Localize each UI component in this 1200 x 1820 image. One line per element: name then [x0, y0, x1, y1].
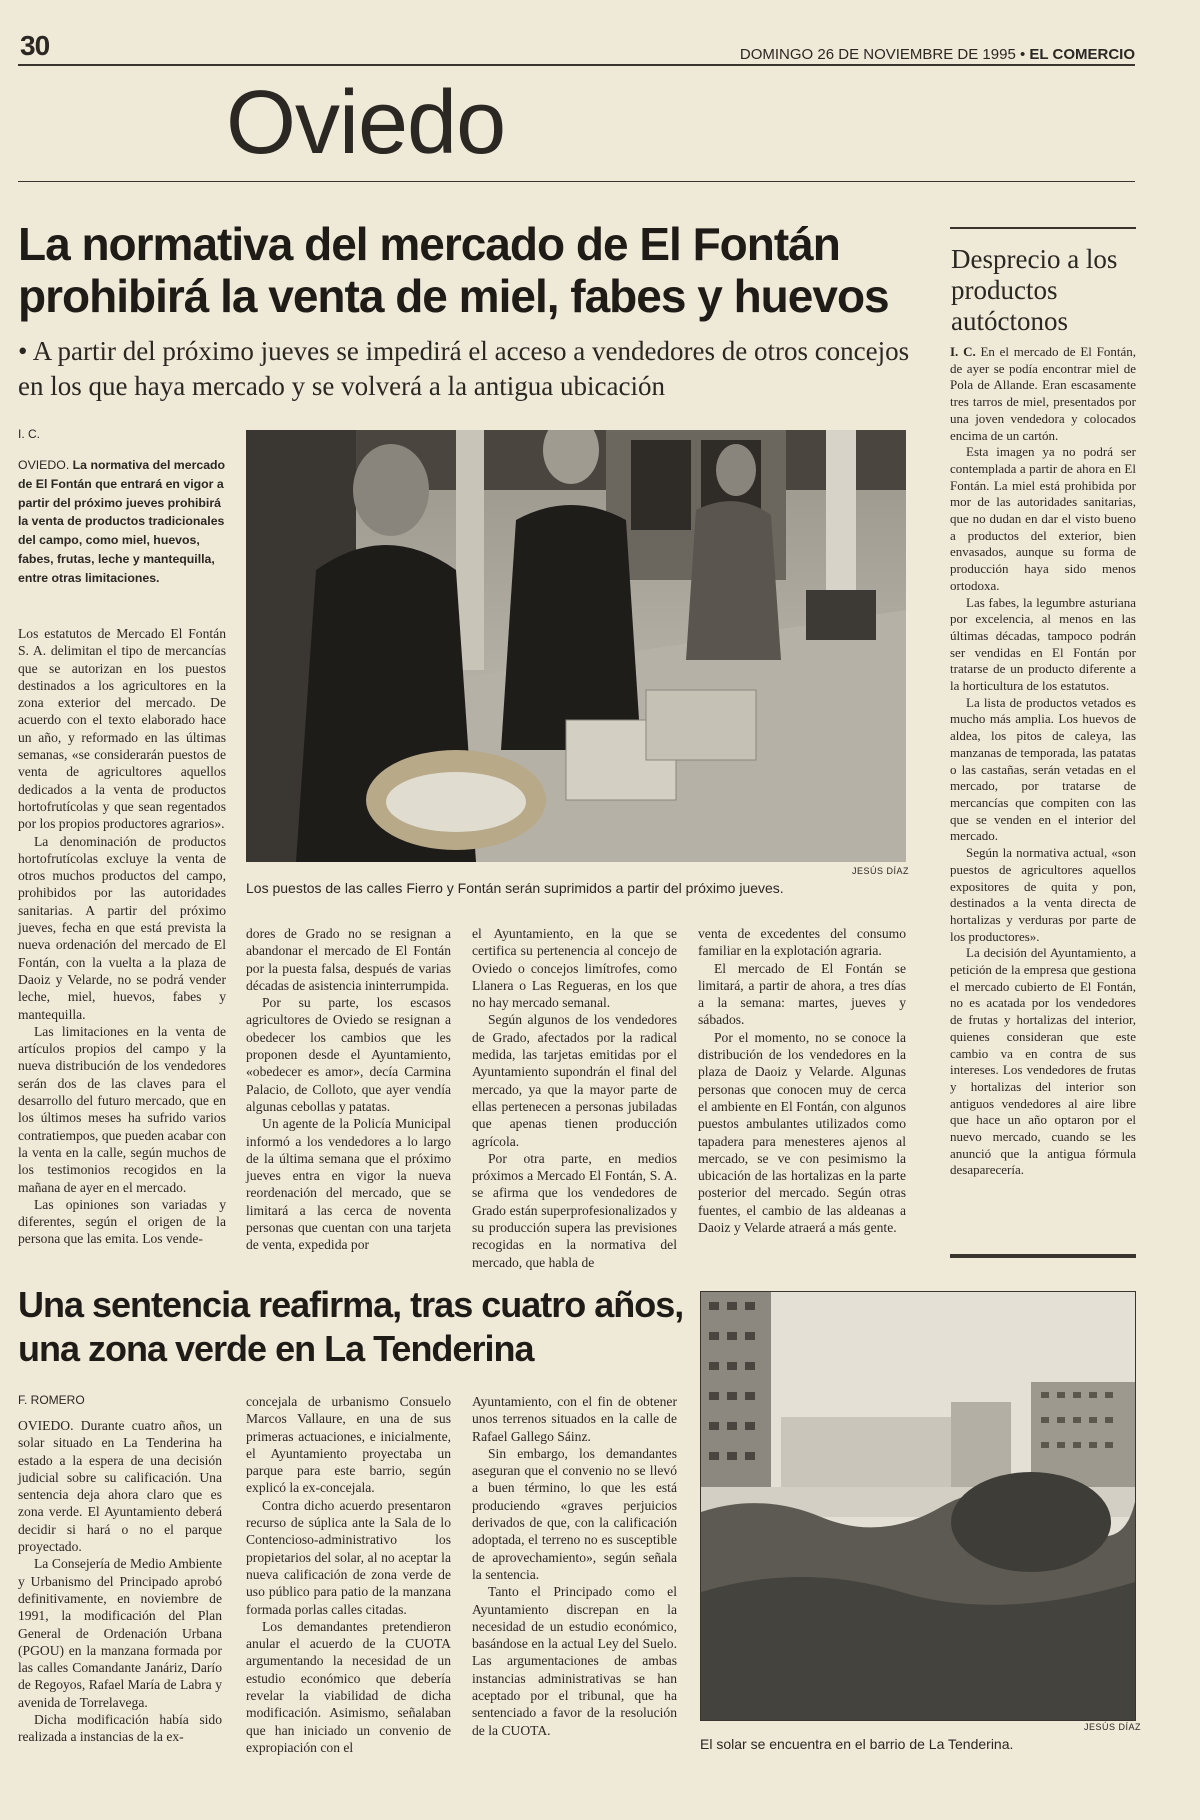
tenderina-photo-image: [701, 1292, 1135, 1720]
header-rule: [18, 64, 1135, 66]
paragraph: Por su parte, los escasos agricultores de Oviedo se resignan a obedecer los cambios que les proponen desde el Ayuntamiento, «obedecer es amor», decía Carmina Palacio, de Colloto, que ayer vendía algunas cebollas y patatas.: [246, 995, 451, 1114]
paragraph: venta de excedentes del consumo familiar en la explotación agraria.: [698, 926, 906, 959]
second-photo-caption: El solar se encuentra en el barrio de La Tenderina.: [700, 1736, 1014, 1752]
sidebar-top-rule: [950, 227, 1136, 229]
paragraph: OVIEDO. Durante cuatro años, un solar situado en La Tenderina ha estado a la espera de una decisión judicial sobre su calificación. Una sentencia deja ahora claro que es zona verde. El Ayuntamiento deberá decidir si hará o no el parque proyectado.: [18, 1418, 222, 1555]
paragraph: el Ayuntamiento, en la que se certifica su pertenencia al concejo de Oviedo o concejos limítrofes, como Llanera o Las Regueras, en los que no hay mercado semanal.: [472, 926, 677, 1011]
main-headline: La normativa del mercado de El Fontán prohibirá la venta de miel, fabes y huevos: [18, 218, 889, 322]
dateline: [740, 46, 1135, 63]
second-headline: Una sentencia reafirma, tras cuatro años, una zona verde en La Tenderina: [18, 1284, 684, 1369]
market-photo: [246, 430, 906, 862]
section-rule: [18, 181, 1135, 182]
issue-date: DOMINGO 26 DE NOVIEMBRE DE 1995: [739, 46, 1016, 63]
paragraph: Los demandantes pretendieron anular el acuerdo de la CUOTA argumentando la necesidad de un estudio económico que debería revelar la viabilidad de dicha modificación. Asimismo, señalaban que han iniciado un convenio de expropiación con el: [246, 1618, 451, 1755]
second-photo-credit: JESÚS DÍAZ: [1084, 1722, 1142, 1732]
market-photo-image: [246, 430, 906, 862]
story1-column-2: [246, 925, 451, 1254]
paragraph: Según la normativa actual, «son puestos de agricultores aquellos expositores de quita y pon, destinados a la venta directa de hortalizas y verduras por parte de los productores».: [950, 845, 1136, 944]
section-title: Oviedo: [226, 73, 506, 173]
story2-column-1: [18, 1417, 222, 1746]
paragraph: Contra dicho acuerdo presentaron recurso de súplica ante la Sala de lo Contencioso-administrativo los propietarios del solar, al no aceptar la nueva calificación de zona verde de uso público para patio de la manzana formada porlas calles citadas.: [246, 1497, 451, 1617]
paragraph: Las limitaciones en la venta de artículos propios del campo y la nueva distribución de los vendedores serán dos de las claves para el desarrollo del futuro mercado, que en los últimos meses ha sufrido varios contratiempos, que pueden acabar con la venta en la calle, según muchos de los testimonios recogidos en la mañana de ayer en el mercado.: [18, 1023, 226, 1195]
paragraph: La denominación de productos hortofrutícolas excluye la venta de otros muchos productos del campo, prohibidos por las autoridades sanitarias. A partir del próximo jueves, fecha en que está prevista la nueva ordenación del mercado de El Fontán, con la vuelta a la plaza de Daoiz y Velarde, no se podrá vender leche, miel, huevos, fabes y mantequilla.: [18, 833, 226, 1022]
story1-column-3: [472, 925, 677, 1271]
sidebar-body: [950, 344, 1136, 1179]
paragraph: Por el momento, no se conoce la distribución de los vendedores en la plaza de Daoiz y Velarde. Algunas personas que conocen muy de cerca el ambiente en El Fontán, con algunos puestos ambulantes utilizados como tapadera para menesteres ajenos al mercado, se ve con pesimismo la ubicación de las hortalizas en la parte posterior del mercado. Según otras fuentes, el cambio de las aldeanas a Daoiz y Velarde atraerá a más gente.: [698, 1029, 907, 1236]
paragraph: Dicha modificación había sido realizada a instancias de la ex-: [18, 1712, 222, 1745]
paragraph: La decisión del Ayuntamiento, a petición de la empresa que gestiona el mercado cubierto de El Fontán, no es acatada por los vendedores de frutas y hortalizas del interior, quienes consideran que este cambio va en contra de sus intereses. Los vendedores de frutas y hortalizas del interior son antiguos vendedores al aire libre que hace un año optaron por el nuevo mercado, cuando se les anunció que la antigua fórmula desaparecería.: [950, 945, 1136, 1178]
paragraph: Ayuntamiento, con el fin de obtener unos terrenos situados en la calle de Rafael Gallego Sáinz.: [472, 1394, 677, 1444]
paragraph: Las opiniones son variadas y diferentes, según el origen de la persona que las emita. Los vende-: [18, 1196, 226, 1247]
dateline-separator: •: [1019, 46, 1026, 63]
paragraph: La lista de productos vetados es mucho más amplia. Los huevos de aldea, los pitos de caleya, las manzanas de temporada, las patatas o las castañas, serán vetadas en el mercado, por tratarse de mercancías que compiten con las que se venden en el interior del mercado.: [950, 694, 1136, 844]
paragraph: Tanto el Principado como el Ayuntamiento discrepan en la necesidad de un estudio económico, basándose en la actual Ley del Suelo. Las argumentaciones de ambas instancias administrativas se han aceptado por el tribunal, que ha sentenciado a favor de la resolución de la CUOTA.: [472, 1584, 677, 1738]
paragraph: [950, 344, 1136, 444]
story2-column-3: [472, 1393, 677, 1739]
sidebar-bottom-rule: [950, 1254, 1136, 1258]
story1-column-1: [18, 625, 226, 1248]
paragraph: Un agente de la Policía Municipal informó a los vendedores a lo largo de la última semana que el próximo jueves entra en vigor la nueva reordenación del mercado, que se limitará a las cerca de noventa personas que cuentan con una tarjeta de venta, expedida por: [246, 1116, 451, 1253]
paragraph: Según algunos de los vendedores de Grado, afectados por la radical medida, las tarjetas emitidas por el Ayuntamiento supondrán el final del mercado, ya que la mayor parte de ellas pertenecen a personas jubiladas que apenas tienen producción agrícola.: [472, 1012, 677, 1149]
sidebar-lead-text: En el mercado de El Fontán, de ayer se podía encontrar miel de Pola de Allande. Eran escasamente tres tarros de miel, presentados por una joven vendedora y colocados encima de un cartón.: [950, 344, 1136, 443]
paragraph: El mercado de El Fontán se limitará, a partir de ahora, a tres días a la semana: martes, jueves y sábados.: [698, 960, 906, 1028]
page-number: 30: [20, 30, 50, 61]
sidebar-byline: I. C.: [950, 344, 976, 359]
paragraph: Sin embargo, los demandantes aseguran que el convenio no se llevó a buen término, lo que les está produciendo «graves perjuicios derivados de que, con la calificación adoptada, el terreno no es susceptible de aprovechamiento», según señala la sentencia.: [472, 1445, 677, 1582]
paragraph: Las fabes, la legumbre asturiana por excelencia, al menos en las últimas décadas, tampoco podrán ser vendidas en El Fontán por tratarse de un producto diferente a la horticultura de los estatutos.: [950, 594, 1136, 694]
photo-caption: Los puestos de las calles Fierro y Fontán serán suprimidos a partir del próximo jueves.: [246, 880, 784, 896]
main-subhead: • A partir del próximo jueves se impedirá el acceso a vendedores de otros concejos en los que haya mercado y se volverá a la antigua ubicación: [18, 336, 910, 401]
story1-column-4: [698, 925, 906, 1236]
paragraph: concejala de urbanismo Consuelo Marcos Vallaure, en una de sus primeras actuaciones, e inicialmente, el Ayuntamiento proyectaba un parque para este barrio, según explicó la ex-concejala.: [246, 1394, 451, 1496]
lead-city: OVIEDO.: [18, 458, 70, 472]
paragraph: La Consejería de Medio Ambiente y Urbanismo del Principado aprobó definitivamente, en noviembre de 1991, la modificación del Plan General de Ordenación Urbana (PGOU) en la manzana formada por las calles Comandante Janáriz, Darío de Regoyos, Rafael María de Labra y avenida de Torrelavega.: [18, 1556, 222, 1710]
newspaper-name: EL COMERCIO: [1029, 46, 1135, 63]
tenderina-photo: [700, 1291, 1136, 1721]
byline: I. C.: [18, 427, 41, 441]
photo-credit: JESÚS DÍAZ: [852, 866, 910, 876]
paragraph: Esta imagen ya no podrá ser contemplada a partir de ahora en El Fontán. La miel está prohibida por mor de las autoridades sanitarias, que no dudan en dar el visto bueno a productos del exterior, bien envasados, aunque su forma de producción haya sido menos ortodoxa.: [950, 444, 1136, 593]
second-byline: F. ROMERO: [18, 1393, 85, 1407]
paragraph: dores de Grado no se resignan a abandonar el mercado de El Fontán por la puesta falsa, después de varias décadas de asistencia ininterrumpida.: [246, 926, 451, 993]
paragraph: Por otra parte, en medios próximos a Mercado El Fontán, S. A. se afirma que los vendedores de Grado están superprofesionalizados y su producción supera las previsiones recogidas en la normativa del mercado, que habla de: [472, 1150, 677, 1270]
story2-column-2: [246, 1393, 451, 1756]
lead-paragraph: [18, 456, 228, 588]
paragraph: Los estatutos de Mercado El Fontán S. A. delimitan el tipo de mercancías que se autorizan en los puestos destinados a los agricultores en la zona exterior del mercado. De acuerdo con el texto elaborado hace un año, y reformado en las últimas semanas, «se considerarán puestos de venta de agricultores aquellos dedicados a la venta de productos hortofrutícolas y que sean regentados por los propios productores agrarios».: [18, 626, 226, 832]
lead-text: La normativa del mercado de El Fontán que entrará en vigor a partir del próximo jueves prohibirá la venta de productos tradicionales del campo, como miel, huevos, fabes, frutas, leche y mantequilla, entre otras limitaciones.: [18, 458, 226, 585]
sidebar-title: Desprecio a los productos autóctonos: [951, 244, 1118, 336]
